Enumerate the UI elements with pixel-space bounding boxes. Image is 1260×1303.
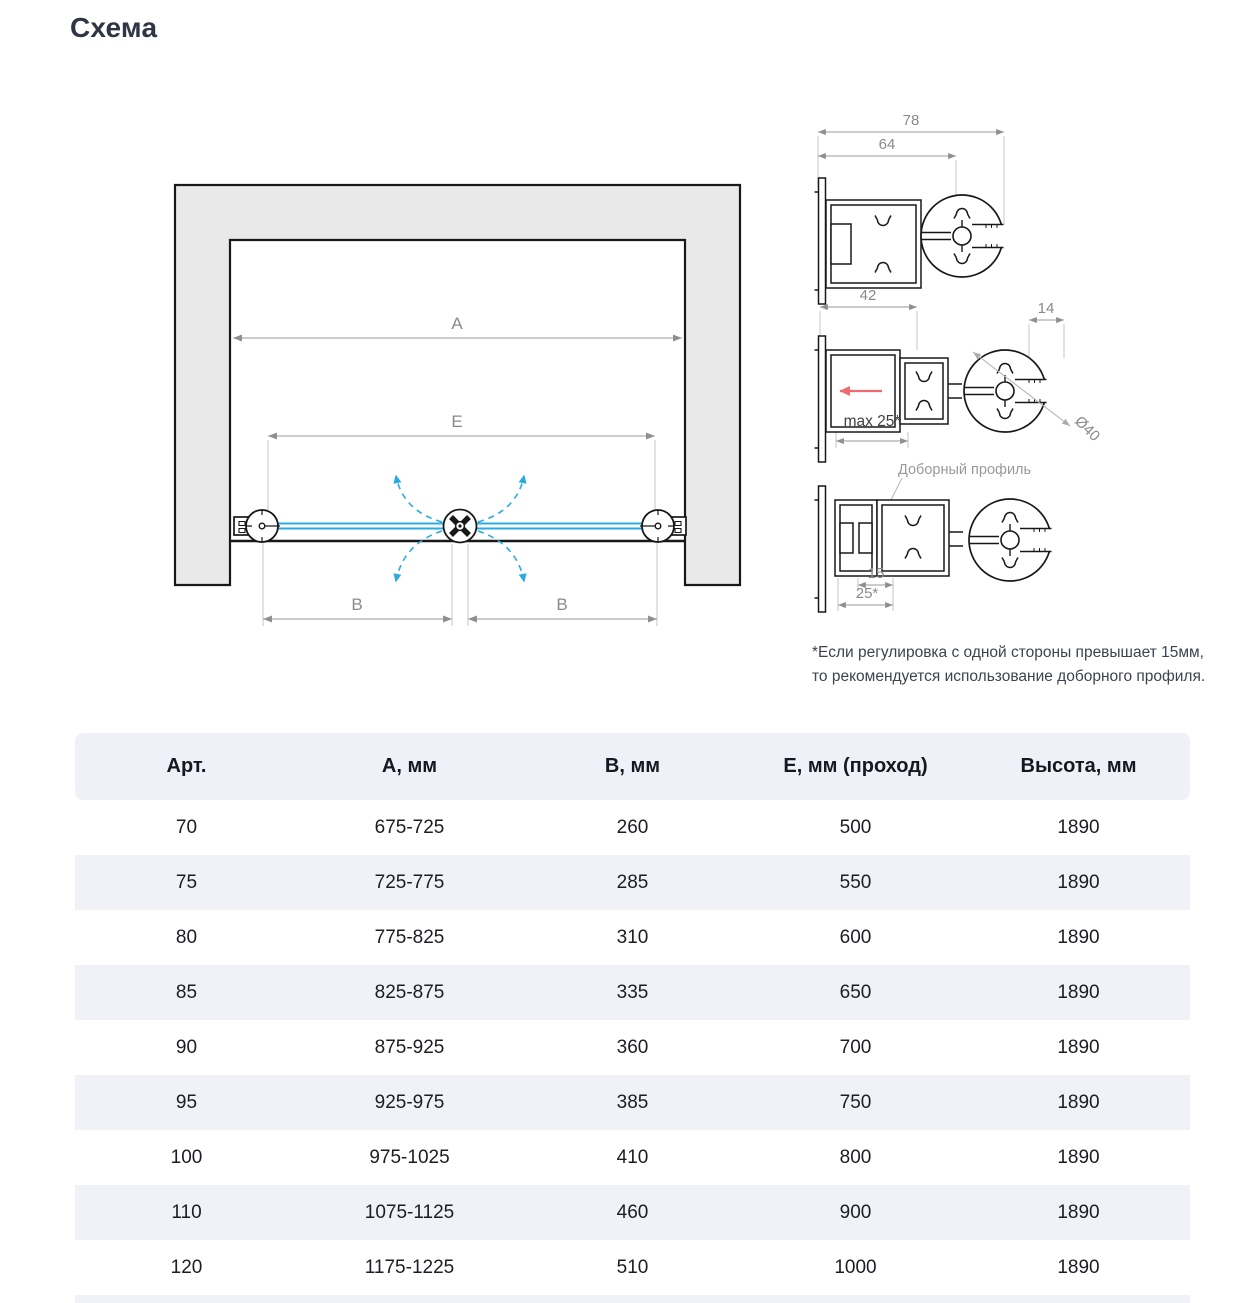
table-cell: 875-925 [374, 1036, 445, 1058]
hinge-right [640, 510, 686, 542]
footnote-line2: то рекомендуется использование доборного профиля. [812, 668, 1206, 686]
dimension-e [268, 412, 655, 436]
table-row [75, 855, 1190, 910]
table-cell: 700 [839, 1036, 872, 1058]
table-cell: 1075-1125 [298, 1185, 521, 1240]
page-title: Схема [70, 12, 158, 43]
table-row [75, 910, 1190, 965]
table-cell: 1890 [1057, 1256, 1100, 1278]
dim-e-label: E [451, 412, 463, 431]
size-table [75, 733, 1190, 1295]
col-header-b: В, мм [521, 733, 744, 800]
table-row [75, 1020, 1190, 1075]
table-cell: 1890 [1057, 816, 1100, 838]
table-cell: 925-975 [298, 1075, 521, 1130]
footnote [812, 641, 1222, 689]
table-row-partial [75, 1295, 1190, 1303]
dim-64: 64 [878, 136, 896, 153]
table-row [75, 1240, 1190, 1295]
table-cell: 1890 [967, 1185, 1190, 1240]
table-cell: 775-825 [374, 926, 445, 948]
table-row [75, 1075, 1190, 1130]
table-cell: 410 [616, 1146, 649, 1168]
table-cell: 1890 [967, 1075, 1190, 1130]
table-cell: 90 [175, 1036, 198, 1058]
profile-detail-bottom [815, 462, 1054, 612]
table-cell: 750 [744, 1075, 967, 1130]
dim-15: 15 [867, 565, 885, 582]
table-cell: 1890 [967, 855, 1190, 910]
table-cell: 1890 [1057, 926, 1100, 948]
table-body [75, 800, 1190, 1295]
table-cell: 1000 [834, 1256, 877, 1278]
dimension-b-right [468, 595, 657, 619]
extension-profile-label: Доборный профиль [898, 462, 1032, 478]
table-cell: 75 [75, 855, 298, 910]
dim-dia40: Ø40 [1071, 412, 1104, 445]
table-cell: 285 [521, 855, 744, 910]
table-cell: 550 [744, 855, 967, 910]
table-cell: 460 [521, 1185, 744, 1240]
table-cell: 95 [75, 1075, 298, 1130]
profile-detail-top [815, 112, 1006, 304]
table-cell: 800 [839, 1146, 872, 1168]
col-header-e: Е, мм (проход) [744, 733, 967, 800]
table-cell: 1890 [1057, 1036, 1100, 1058]
table-cell: 975-1025 [369, 1146, 450, 1168]
table-cell: 80 [175, 926, 198, 948]
hinge-left [234, 510, 280, 542]
table-cell: 385 [521, 1075, 744, 1130]
dimension-a [233, 314, 682, 338]
table-cell: 1890 [967, 965, 1190, 1020]
table-cell: 500 [839, 816, 872, 838]
table-cell: 360 [616, 1036, 649, 1058]
table-row [75, 1130, 1190, 1185]
dim-b-right-label: B [556, 595, 568, 614]
table-cell: 510 [616, 1256, 649, 1278]
table-header [75, 733, 1190, 800]
dim-max25: max 25* [843, 413, 901, 430]
table-row [75, 965, 1190, 1020]
table-cell: 900 [744, 1185, 967, 1240]
table-cell: 725-775 [298, 855, 521, 910]
table-cell: 100 [170, 1146, 203, 1168]
profile-details [780, 108, 1210, 628]
hinge-center [444, 510, 477, 543]
col-header-height: Высота, мм [967, 733, 1190, 800]
profile-detail-middle [815, 287, 1104, 462]
table-cell: 70 [175, 816, 198, 838]
table-cell: 1890 [1057, 1146, 1100, 1168]
table-cell: 1175-1225 [364, 1256, 455, 1278]
table-cell: 675-725 [374, 816, 445, 838]
table-cell: 825-875 [298, 965, 521, 1020]
main-diagram [160, 170, 760, 640]
table-cell: 120 [170, 1256, 203, 1278]
table-cell: 85 [75, 965, 298, 1020]
dim-42: 42 [859, 287, 877, 304]
footnote-line1: *Если регулировка с одной стороны превышает 15мм, [812, 644, 1204, 661]
dimension-b-left [263, 595, 452, 619]
table-cell: 310 [616, 926, 649, 948]
table-cell: 335 [521, 965, 744, 1020]
col-header-a: А, мм [298, 733, 521, 800]
dim-14: 14 [1037, 300, 1055, 317]
dim-a-label: A [451, 314, 463, 333]
table-cell: 650 [744, 965, 967, 1020]
table-row [75, 800, 1190, 855]
table-cell: 110 [75, 1185, 298, 1240]
table-cell: 260 [616, 816, 649, 838]
col-header-art: Арт. [75, 733, 298, 800]
table-cell: 600 [839, 926, 872, 948]
dim-b-left-label: B [351, 595, 363, 614]
dim-78: 78 [902, 112, 920, 129]
table-row [75, 1185, 1190, 1240]
dim-25: 25* [855, 585, 879, 602]
